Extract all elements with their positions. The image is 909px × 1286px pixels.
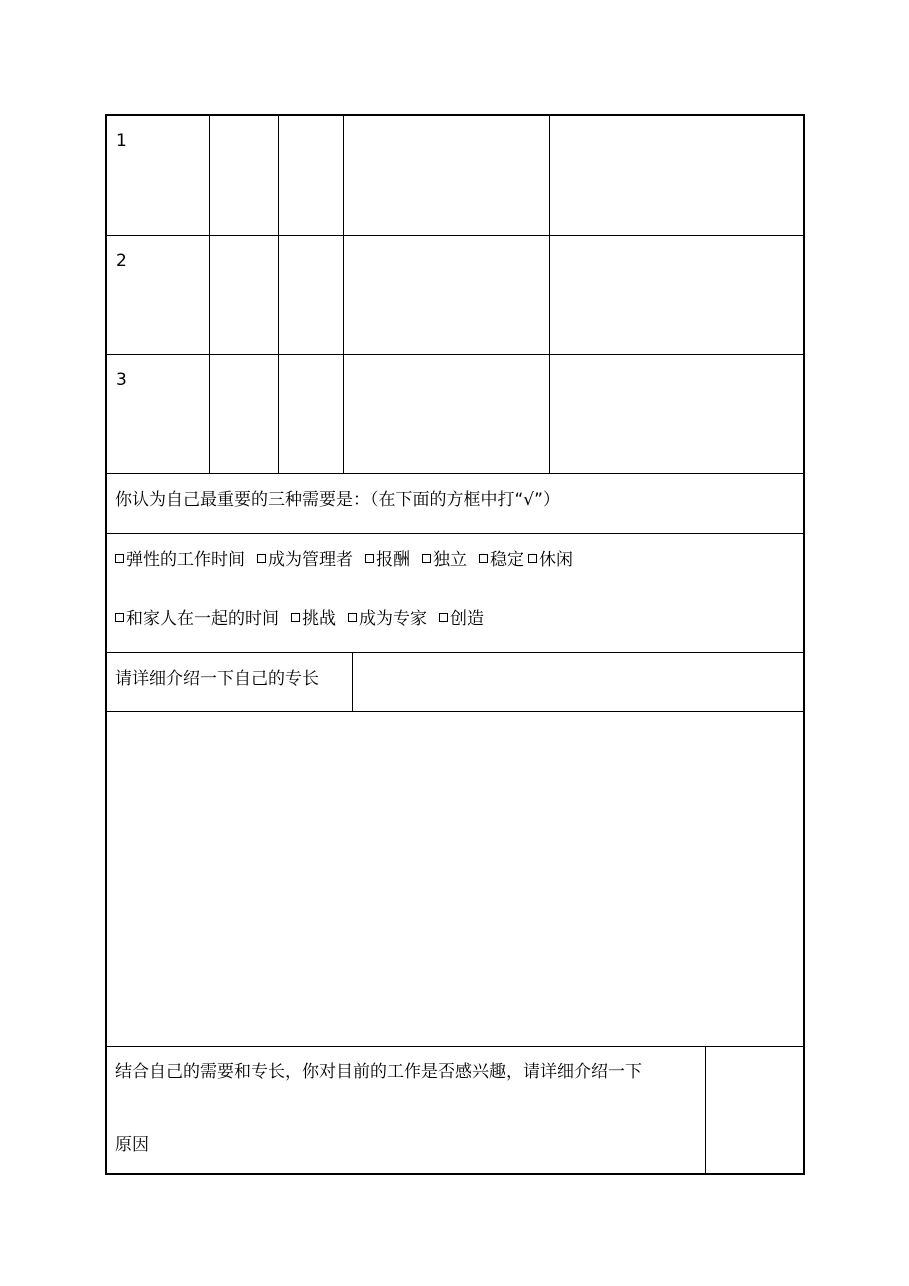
specialty-row [107,652,803,711]
needs-option[interactable]: 报酬 [365,550,410,570]
checkbox[interactable] [365,554,374,563]
table-row [107,116,803,235]
checkbox[interactable] [422,554,431,563]
checkbox[interactable] [115,554,124,563]
needs-option[interactable]: 成为专家 [348,609,427,629]
table-cell[interactable] [549,355,803,473]
table-cell[interactable] [343,116,549,235]
interest-question-continued: 原因 [115,1135,149,1155]
interest-question: 结合自己的需要和专长，你对目前的工作是否感兴趣，请详细介绍一下 [115,1062,642,1082]
checkbox[interactable] [348,613,357,622]
needs-option[interactable]: 弹性的工作时间 [115,550,245,570]
needs-options-line-2 [115,609,496,629]
row-number: 3 [116,370,127,390]
needs-option[interactable]: 成为管理者 [257,550,353,570]
needs-option[interactable]: 休闲 [528,550,573,570]
checkbox[interactable] [439,613,448,622]
checkbox[interactable] [115,613,124,622]
table-cell[interactable] [278,116,343,235]
table-cell[interactable] [343,236,549,354]
checkbox[interactable] [479,554,488,563]
table-cell[interactable] [209,236,278,354]
needs-option[interactable]: 创造 [439,609,484,629]
needs-option[interactable]: 挑战 [291,609,336,629]
table-cell[interactable] [209,355,278,473]
interest-question-row [107,1046,803,1173]
table-row [107,235,803,354]
needs-options-row [107,533,803,652]
row-number: 2 [116,251,127,271]
table-cell[interactable] [549,116,803,235]
table-cell[interactable] [278,236,343,354]
specialty-detail-area[interactable] [107,711,803,1046]
table-cell[interactable] [278,355,343,473]
checkbox[interactable] [291,613,300,622]
checkbox[interactable] [528,554,537,563]
table-cell[interactable] [343,355,549,473]
needs-options-line-1 [115,550,585,570]
row-number: 1 [116,131,127,151]
interest-answer-cell[interactable] [705,1047,803,1173]
table-row [107,354,803,473]
form-table [105,114,805,1175]
needs-option[interactable]: 独立 [422,550,467,570]
needs-option[interactable]: 和家人在一起的时间 [115,609,279,629]
table-cell[interactable] [209,116,278,235]
needs-option[interactable]: 稳定 [479,550,524,570]
checkbox[interactable] [257,554,266,563]
specialty-label: 请详细介绍一下自己的专长 [115,669,319,689]
needs-question: 你认为自己最重要的三种需要是：（在下面的方框中打“√”） [115,490,560,510]
needs-question-row [107,473,803,533]
table-cell[interactable] [549,236,803,354]
specialty-input-cell[interactable] [352,653,803,711]
